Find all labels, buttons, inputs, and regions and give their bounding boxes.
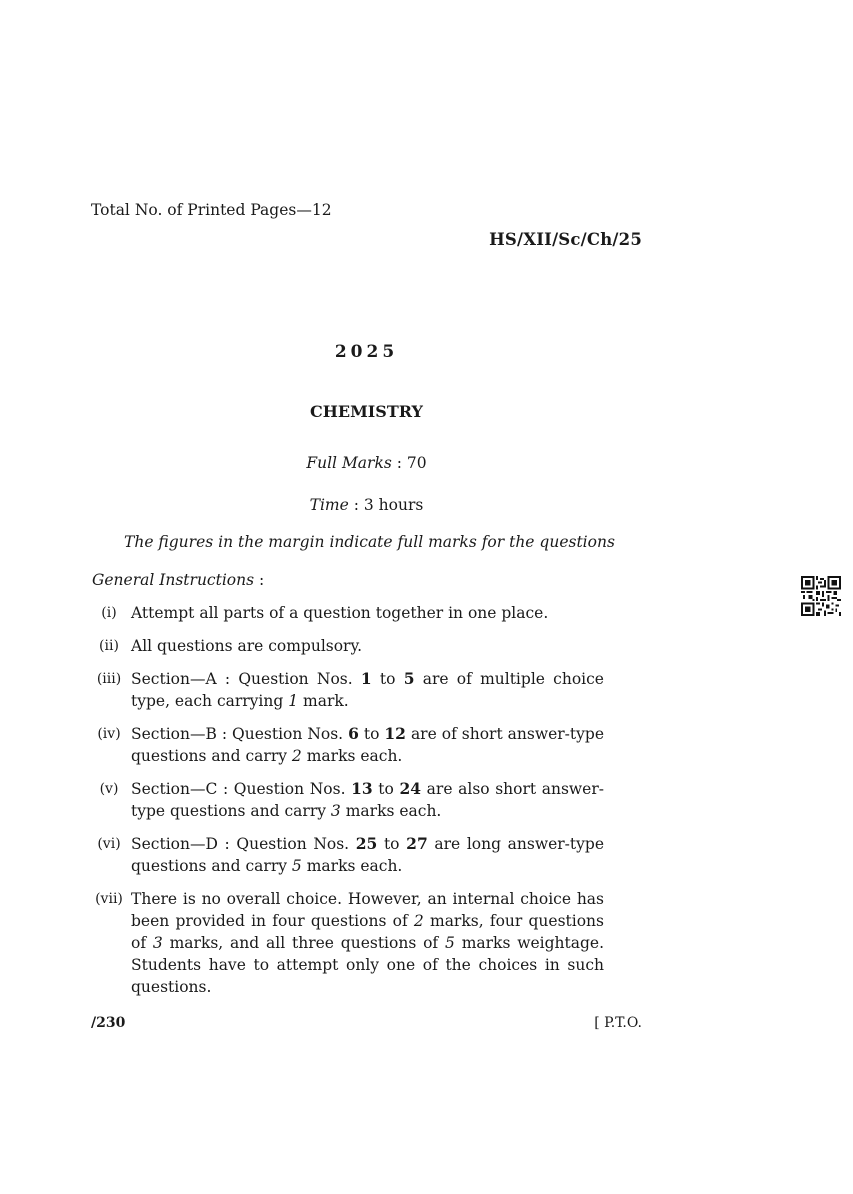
instruction-text <box>131 604 548 622</box>
instruction-text-segment: 27 <box>406 834 428 853</box>
instruction-item <box>91 668 604 712</box>
instruction-text-segment: are also short answer-type questions and carry <box>131 780 604 820</box>
instruction-item <box>91 723 604 767</box>
instruction-item <box>91 833 604 877</box>
full-marks <box>0 454 733 472</box>
qr-code-icon <box>801 576 841 616</box>
time-value: : 3 hours <box>348 496 424 514</box>
instruction-text-segment: 5 <box>445 934 455 952</box>
instruction-text-segment: marks weightage. Students have to attempt only one of the choices in such questions. <box>131 934 605 996</box>
instruction-text-segment: marks each. <box>340 802 442 820</box>
instruction-text-segment: 3 <box>152 934 163 952</box>
instruction-text-segment: 2 <box>413 912 424 930</box>
time-label: Time <box>309 496 349 514</box>
instruction-number: (i) <box>101 605 117 621</box>
instruction-number: (vii) <box>95 891 123 907</box>
instruction-text <box>131 890 604 996</box>
instruction-text-segment: 1 <box>288 692 299 710</box>
instruction-number: (v) <box>99 781 119 797</box>
instruction-text-segment: 12 <box>384 724 406 743</box>
instruction-item <box>91 602 604 624</box>
full-marks-label: Full Marks <box>306 454 392 472</box>
instruction-text-segment: Section—D : Question Nos. <box>131 835 356 853</box>
instruction-text-segment: marks, four questions of <box>131 912 604 952</box>
instruction-text-segment: to <box>371 670 404 688</box>
instruction-text-segment: are of multiple choice type, each carrying <box>131 670 604 710</box>
instruction-text <box>131 780 604 820</box>
instruction-text-segment: Section—C : Question Nos. <box>131 780 352 798</box>
instruction-text <box>131 835 604 875</box>
full-marks-value: : 70 <box>391 454 427 472</box>
instruction-text-segment: Attempt all parts of a question together in one place. <box>131 604 549 622</box>
instruction-text-segment: to <box>377 835 407 853</box>
instruction-number: (vi) <box>97 836 121 852</box>
footer-page-code: /230 <box>91 1015 126 1031</box>
subject-title: CHEMISTRY <box>310 402 423 421</box>
instruction-text-segment: 6 <box>348 724 359 743</box>
instruction-text-segment: are of short answer-type questions and carry <box>131 725 605 765</box>
instruction-text-segment: marks each. <box>301 857 403 875</box>
instruction-number: (iii) <box>96 671 122 687</box>
instruction-text-segment: mark. <box>298 692 349 710</box>
instruction-text-segment: marks each. <box>301 747 403 765</box>
instruction-text-segment: 5 <box>403 669 415 688</box>
instruction-text-segment: 13 <box>351 779 373 798</box>
instruction-list <box>91 602 604 1009</box>
instruction-number: (iv) <box>97 726 121 742</box>
instruction-text <box>131 725 604 765</box>
paper-code: HS/XII/Sc/Ch/25 <box>489 230 642 249</box>
instruction-text-segment: Section—B : Question Nos. <box>131 725 349 743</box>
total-printed-pages: Total No. of Printed Pages—12 <box>91 201 332 219</box>
instruction-text-segment: 24 <box>399 779 422 798</box>
instruction-item <box>91 778 604 822</box>
instruction-text-segment: to <box>358 725 385 743</box>
margin-note: The figures in the margin indicate full marks for the questions <box>124 533 615 551</box>
instruction-text-segment: to <box>372 780 400 798</box>
exam-year: 2025 <box>334 342 399 362</box>
instruction-text-segment: There is no overall choice. However, an internal choice has been provided in four questions of <box>131 890 604 930</box>
instruction-text-segment: All questions are compulsory. <box>131 637 363 655</box>
footer-pto: [ P.T.O. <box>594 1015 642 1031</box>
instruction-text <box>131 637 362 655</box>
instruction-text-segment: 2 <box>291 747 302 765</box>
instruction-text-segment: are long answer-type questions and carry <box>131 835 604 875</box>
general-instructions-heading <box>92 571 264 589</box>
instruction-text-segment: 25 <box>355 834 378 853</box>
instruction-item <box>91 635 604 657</box>
instruction-item <box>91 888 604 998</box>
general-instructions-label: General Instructions <box>92 571 255 589</box>
instruction-text <box>131 670 604 710</box>
instruction-text-segment: 5 <box>291 857 302 875</box>
instruction-text-segment: marks, and all three questions of <box>162 934 445 952</box>
instruction-text-segment: Section—A : Question Nos. <box>131 670 361 688</box>
instruction-text-segment: 3 <box>330 802 341 820</box>
general-instructions-colon: : <box>254 571 265 589</box>
instruction-number: (ii) <box>99 638 119 654</box>
exam-time <box>0 496 733 514</box>
instruction-text-segment: 1 <box>360 669 372 688</box>
